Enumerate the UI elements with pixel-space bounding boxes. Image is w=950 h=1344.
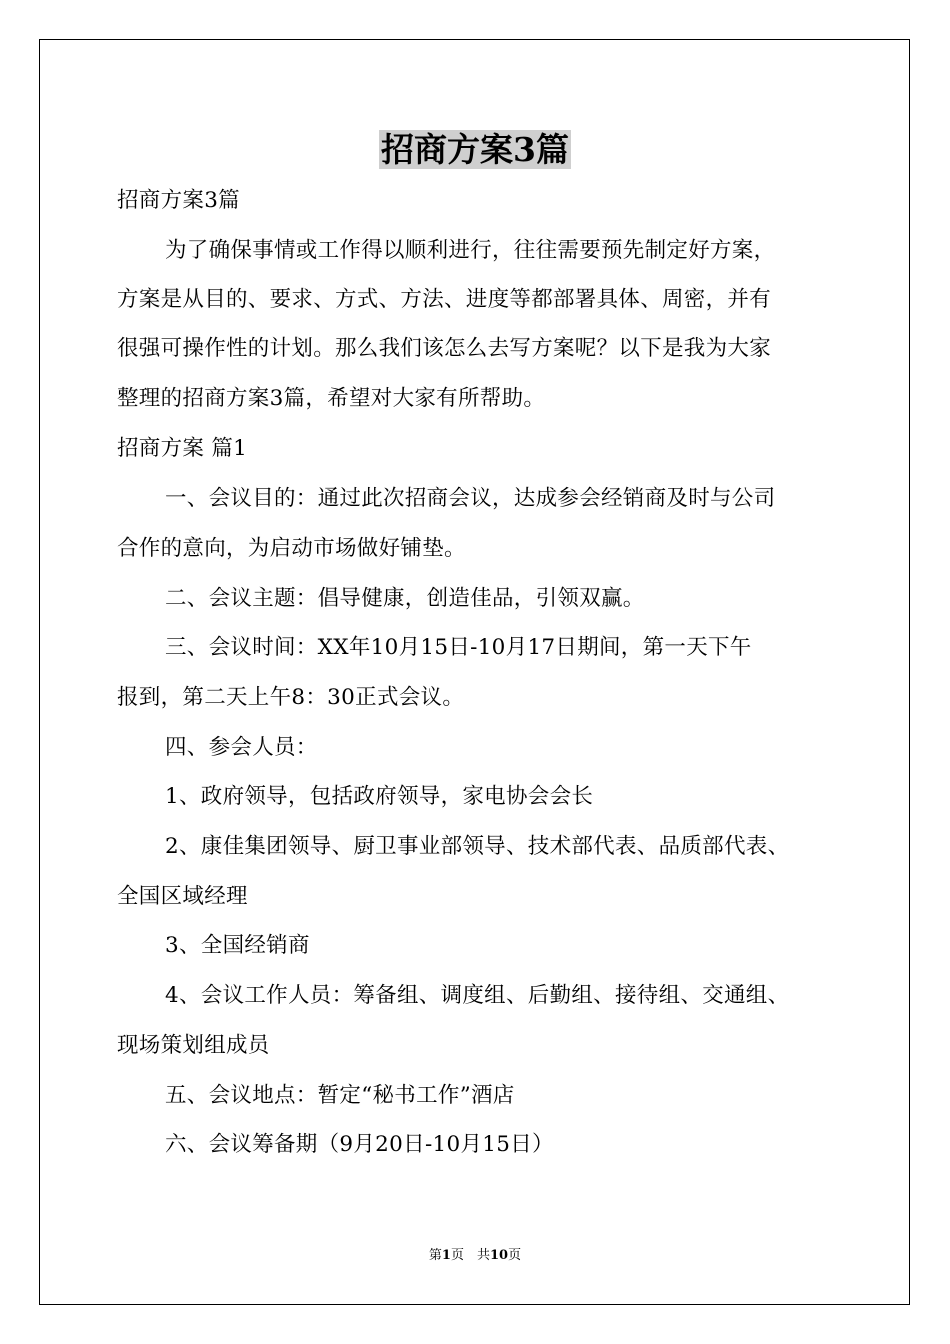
page-footer xyxy=(0,1246,950,1266)
paragraph-line: 合作的意向，为启动市场做好铺垫。 xyxy=(117,536,466,561)
paragraph-line: 二、会议主题：倡导健康，创造佳品，引领双赢。 xyxy=(165,586,645,611)
paragraph-line: 2、康佳集团领导、厨卫事业部领导、技术部代表、品质部代表、 xyxy=(165,834,790,859)
paragraph-line: 很强可操作性的计划。那么我们该怎么去写方案呢？以下是我为大家 xyxy=(117,336,772,361)
paragraph-line: 4、会议工作人员：筹备组、调度组、后勤组、接待组、交通组、 xyxy=(165,983,790,1008)
paragraph-line: 四、参会人员： xyxy=(165,735,318,760)
paragraph-line: 招商方案 篇1 xyxy=(117,436,248,461)
paragraph-line: 现场策划组成员 xyxy=(117,1033,270,1058)
document-title xyxy=(0,126,950,174)
footer-page-mid: 页 共 xyxy=(450,1248,490,1263)
paragraph-line: 一、会议目的：通过此次招商会议，达成参会经销商及时与公司 xyxy=(165,486,776,511)
paragraph-line: 3、全国经销商 xyxy=(165,933,310,958)
page-border xyxy=(39,39,910,1305)
footer-page-suffix: 页 xyxy=(508,1248,522,1263)
footer-current-page: 1 xyxy=(441,1248,451,1263)
paragraph-line: 1、政府领导，包括政府领导，家电协会会长 xyxy=(165,784,594,809)
paragraph-line: 五、会议地点：暂定“秘书工作”酒店 xyxy=(165,1083,515,1108)
document-title-text: 招商方案3篇 xyxy=(381,130,569,169)
footer-total-pages: 10 xyxy=(489,1248,509,1263)
paragraph-line: 为了确保事情或工作得以顺利进行，往往需要预先制定好方案， xyxy=(165,238,776,263)
paragraph-line: 三、会议时间：XX年10月15日-10月17日期间，第一天下午 xyxy=(165,635,752,660)
paragraph-line: 招商方案3篇 xyxy=(117,188,240,213)
paragraph-line: 全国区域经理 xyxy=(117,884,248,909)
paragraph-line: 报到，第二天上午8：30正式会议。 xyxy=(117,685,465,710)
paragraph-line: 六、会议筹备期（9月20日-10月15日） xyxy=(165,1132,554,1157)
paragraph-line: 方案是从目的、要求、方式、方法、进度等都部署具体、周密，并有 xyxy=(117,287,772,312)
paragraph-line: 整理的招商方案3篇，希望对大家有所帮助。 xyxy=(117,386,546,411)
footer-page-prefix: 第 xyxy=(428,1248,442,1263)
